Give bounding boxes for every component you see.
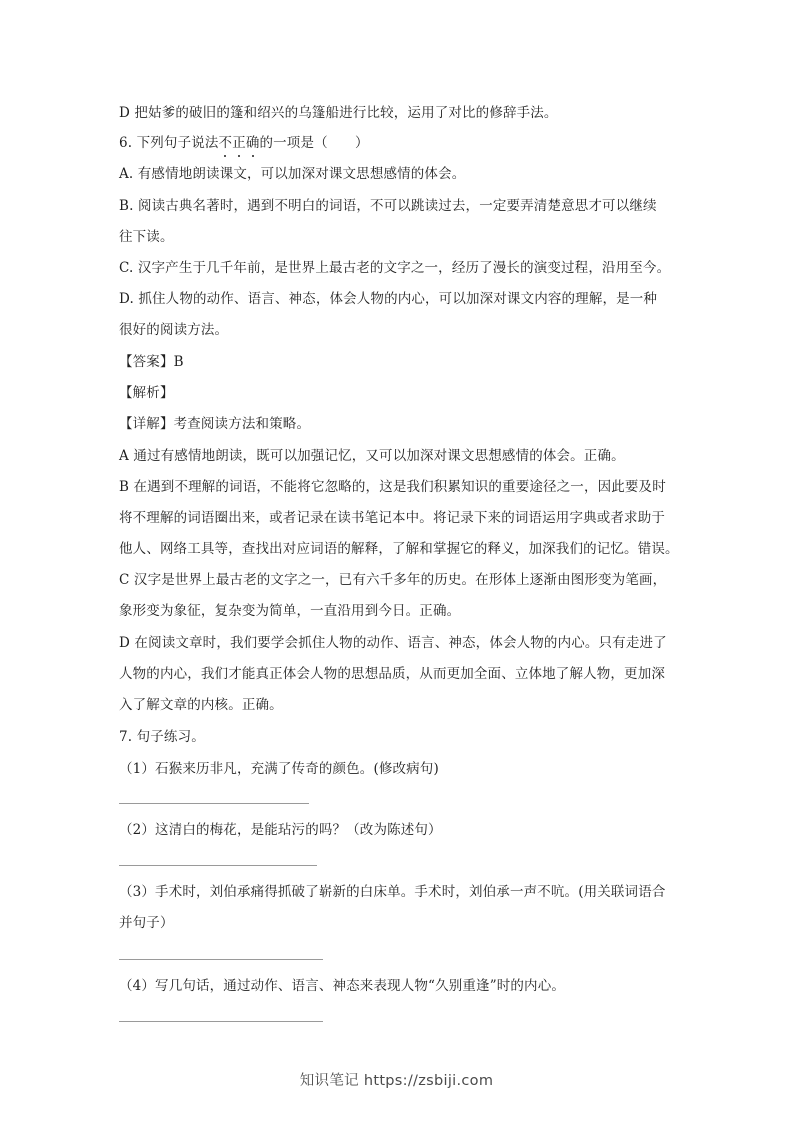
- question-7-title: 7. 句子练习。: [119, 729, 205, 745]
- answer-line-1: [119, 803, 309, 804]
- explain-d-line-1: D 在阅读文章时，我们要学会抓住人物的动作、语言、神态，体会人物的内心。只有走进了: [119, 635, 667, 651]
- question-6-stem: [119, 133, 679, 153]
- option-d-line-2: 很好的阅读方法。: [119, 322, 229, 338]
- analysis-heading: 【解析】: [119, 385, 174, 401]
- question-6-suffix: 的一项是（ ）: [259, 135, 369, 151]
- emphasis-char-1: 不: [218, 135, 233, 151]
- explain-b-line-2: 将不理解的词语圈出来，或者记录在读书笔记本中。将记录下来的词语运用字典或者求助于: [119, 510, 665, 526]
- answer-line-3: [119, 959, 323, 960]
- question-6-prefix: 6. 下列句子说法: [119, 135, 219, 151]
- explain-b-line-3: 他人、网络工具等，查找出对应词语的解释，了解和掌握它的释义，加深我们的记忆。错误。: [119, 541, 679, 557]
- explain-c-line-2: 象形变为象征，复杂变为简单，一直沿用到今日。正确。: [119, 603, 461, 619]
- question-7-item-3-line-1: （3）手术时，刘伯承痛得抓破了崭新的白床单。手术时，刘伯承一声不吭。(用关联词语合: [119, 884, 666, 900]
- answer-line-2: [119, 865, 317, 866]
- option-d-line-1: D. 抓住人物的动作、语言、神态，体会人物的内心，可以加深对课文内容的理解，是一种: [119, 291, 658, 307]
- prev-option-d: D 把姑爹的破旧的篷和绍兴的乌篷船进行比较，运用了对比的修辞手法。: [119, 105, 558, 121]
- option-b-line-1: B. 阅读古典名著时，遇到不明白的词语，不可以跳读过去，一定要弄清楚意思才可以继续: [119, 198, 657, 214]
- option-c: C. 汉字产生于几千年前，是世界上最古老的文字之一，经历了漫长的演变过程，沿用至今。: [119, 260, 671, 276]
- explain-d-line-3: 入了解文章的内核。正确。: [119, 697, 283, 713]
- question-7-item-3-line-2: 并句子）: [119, 915, 174, 931]
- question-7-item-2: （2）这清白的梅花，是能玷污的吗？（改为陈述句）: [119, 822, 442, 838]
- detail: 【详解】考查阅读方法和策略。: [119, 416, 311, 432]
- answer: 【答案】B: [119, 354, 184, 370]
- question-7-item-4: （4）写几句话，通过动作、语言、神态来表现人物“久别重逢”时的内心。: [119, 978, 565, 994]
- explain-b-line-1: B 在遇到不理解的词语，不能将它忽略的，这是我们积累知识的重要途径之一，因此要及时: [119, 479, 666, 495]
- explain-d-line-2: 人物的内心，我们才能真正体会人物的思想品质，从而更加全面、立体地了解人物，更加深: [119, 666, 665, 682]
- option-b-line-2: 往下读。: [119, 229, 174, 245]
- question-7-item-1: （1）石猴来历非凡，充满了传奇的颜色。(修改病句): [119, 761, 439, 777]
- answer-line-4: [119, 1021, 323, 1022]
- emphasis-char-2: 正: [232, 135, 246, 151]
- emphasis-char-3: 确: [245, 135, 260, 151]
- footer-watermark: 知识笔记 https://zsbiji.com: [299, 1073, 494, 1089]
- option-a: A. 有感情地朗读课文，可以加深对课文思想感情的体会。: [119, 166, 466, 182]
- explain-a: A 通过有感情地朗读，既可以加强记忆，又可以加深对课文思想感情的体会。正确。: [119, 448, 625, 464]
- explain-c-line-1: C 汉字是世界上最古老的文字之一，已有六千多年的历史。在形体上逐渐由图形变为笔画，: [119, 572, 667, 588]
